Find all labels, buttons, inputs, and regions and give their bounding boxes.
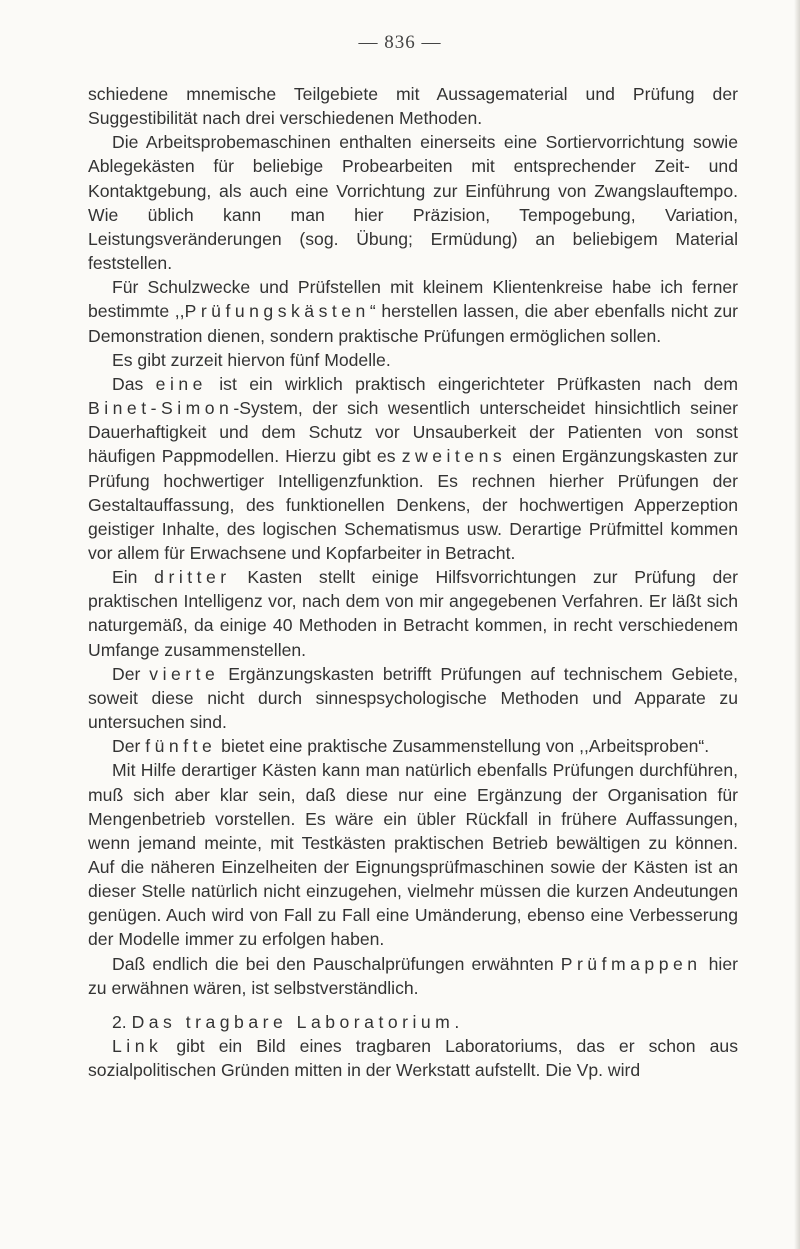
text-run: ist ein wirklich praktisch eingerichteter Prüfkasten nach dem	[206, 373, 738, 394]
text-run: schiedene mnemische Teilgebiete mit Aussagematerial und Prüfung der Suggestibilität nach drei verschiedenen Methoden.	[88, 84, 738, 129]
text-run: einen Ergänzungskasten zur Prüfung hochwertiger Intelligenzfunktion. Es rechnen hierher Prüfungen der Gestaltauffassung, des funktionellen Denkens, der hochwertigen Apperzeption geistiger Inhalte, des logischen Schematismus usw. Derartige Prüfmittel kommen vor allem für Erwachsene und Kopfarbeiter in Betracht.	[88, 446, 738, 563]
paragraph	[88, 662, 738, 734]
text-run: Der	[112, 663, 150, 684]
emphasized-text: vierte	[149, 663, 220, 684]
text-run: Die Arbeitsprobemaschinen enthalten einerseits eine Sortiervorrichtung sowie Ablegekästen für beliebige Probearbeiten mit entsprechender Zeit- und Kontaktgebung, als auch eine Vorrichtung zur Einführung von Zwangslauftempo. Wie üblich kann man hier Präzision, Tempogebung, Variation, Leistungsveränderungen (sog. Übung; Ermüdung) an beliebigem Material feststellen.	[88, 132, 738, 274]
text-run: bietet eine praktische Zusammenstellung von ,,Arbeitsproben“.	[216, 736, 710, 757]
paragraph	[88, 734, 738, 758]
emphasized-text: zweitens	[401, 446, 507, 467]
paragraph	[88, 952, 738, 1000]
emphasized-text: Binet-Simon	[88, 398, 234, 419]
page-number: — 836 —	[358, 32, 442, 53]
emphasized-text: Link	[112, 1036, 163, 1057]
text-run: Ergänzungskasten betrifft Prüfungen auf technischem Gebiete, soweit diese nicht durch sinnespsychologische Methoden und Apparate zu untersuchen sind.	[88, 663, 738, 733]
paragraph	[88, 130, 738, 275]
text-run: Es gibt zurzeit hiervon fünf Modelle.	[112, 349, 391, 370]
paragraph	[88, 565, 738, 662]
text-run: gibt ein Bild eines tragbaren Laboratoriums, das er schon aus sozialpolitischen Gründen mitten in der Werkstatt aufstellt. Die Vp. wird	[88, 1036, 738, 1081]
text-run: “ herstellen lassen, die aber ebenfalls nicht zur Demonstration dienen, sondern praktische Prüfungen ermöglichen sollen.	[88, 301, 739, 346]
text-run: Das	[112, 373, 156, 394]
emphasized-text: dritter	[154, 567, 231, 588]
paragraph	[88, 1034, 738, 1082]
emphasized-text: Das tragbare Laboratorium.	[131, 1011, 464, 1032]
body-text	[88, 82, 738, 1082]
text-run: Für Schulzwecke und Prüfstellen mit kleinem Klientenkreise habe ich ferner bestimmte ,,	[88, 277, 738, 322]
paragraph	[88, 758, 738, 951]
text-run: hier zu erwähnen wären, ist selbstverständlich.	[88, 953, 738, 998]
section-heading	[88, 1010, 738, 1034]
text-run: Kasten stellt einige Hilfsvorrichtungen zur Prüfung der praktischen Intelligenz vor, nach dem von mir angegebenen Verfahren. Er läßt sich naturgemäß, da einige 40 Methoden in Betracht kommen, in recht verschiedenem Umfange zusammenstellen.	[88, 567, 738, 660]
emphasized-text: Prüfungskästen	[184, 301, 370, 322]
paragraph	[88, 348, 738, 372]
text-run: 2.	[112, 1011, 132, 1032]
paragraph	[88, 82, 738, 130]
text-run: Ein	[112, 567, 155, 588]
text-run: -System, der sich wesentlich unterscheidet hinsichtlich seiner Dauerhaftigkeit und dem Schutz vor Unsauberkeit der Patienten von sonst häufigen Pappmodellen. Hierzu gibt es	[88, 398, 738, 467]
paragraph	[88, 275, 738, 347]
text-run: Mit Hilfe derartiger Kästen kann man natürlich ebenfalls Prüfungen durchführen, muß sich aber klar sein, daß diese nur eine Ergänzung der Organisation für Mengenbetrieb vorstellen. Es wäre ein übler Rückfall in frühere Auffassungen, wenn jemand meinte, mit Testkästen praktischen Betrieb bewältigen zu können. Auf die näheren Einzelheiten der Eignungsprüfmaschinen sowie der Kästen ist an dieser Stelle natürlich nicht einzugehen, vielmehr müssen die kurzen Andeutungen genügen. Auch wird von Fall zu Fall eine Umänderung, ebenso eine Verbesserung der Modelle immer zu erfolgen haben.	[88, 760, 738, 950]
paragraph	[88, 372, 738, 565]
emphasized-text: eine	[155, 373, 207, 394]
text-run: Daß endlich die bei den Pauschalprüfungen erwähnten	[112, 953, 561, 974]
emphasized-text: fünfte	[145, 736, 217, 757]
text-run: Der	[112, 736, 146, 757]
emphasized-text: Prüfmappen	[560, 953, 702, 974]
page-edge-shadow	[794, 0, 800, 1249]
